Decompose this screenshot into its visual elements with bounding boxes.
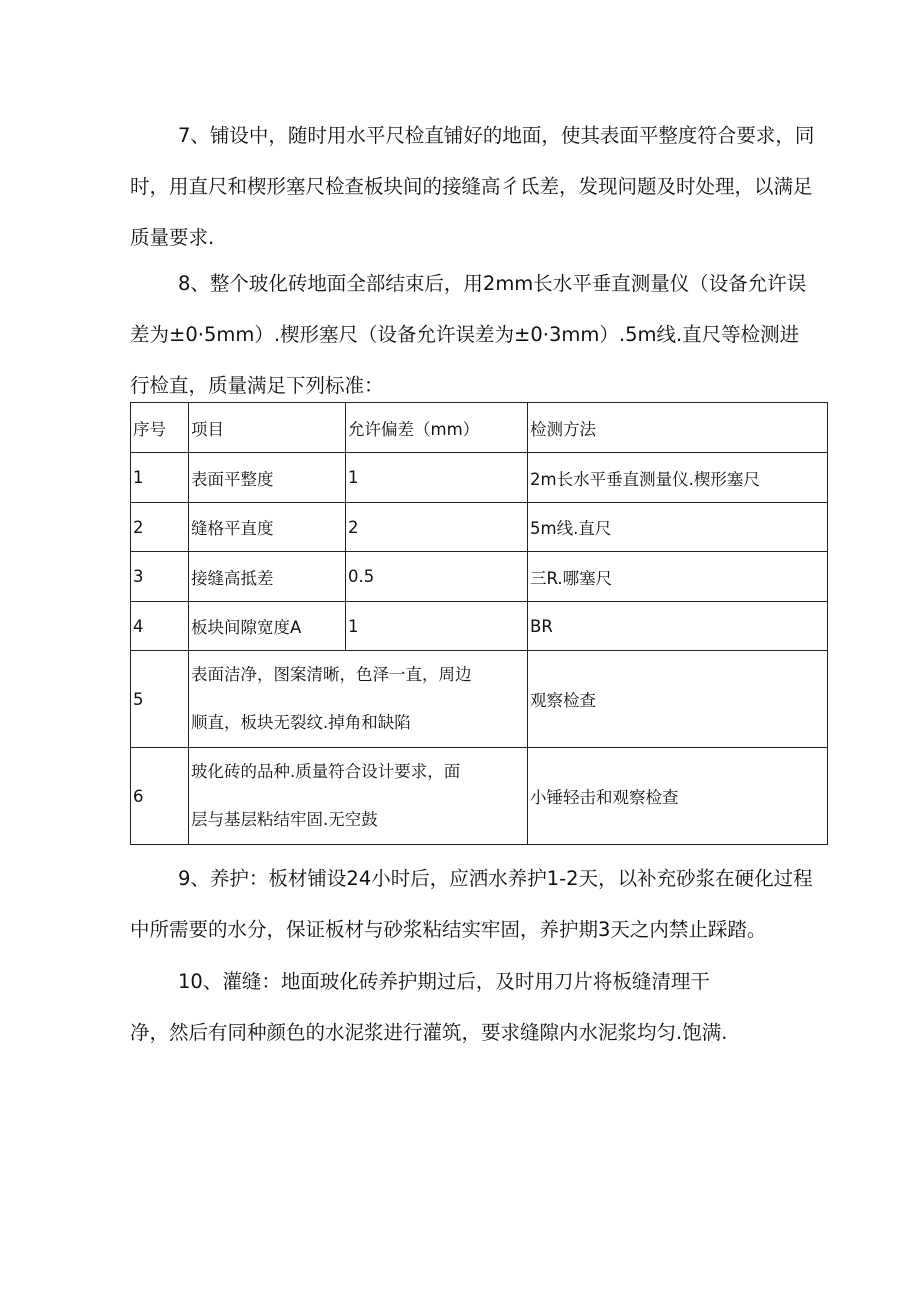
paragraph-line: 行检直，质量满足下列标准： [130,374,384,397]
paragraph-line: 9、养护：板材铺设24小时后，应洒水养护1-2天，以补充砂浆在硬化过程 [178,867,813,890]
table-row [131,748,828,845]
paragraph-line: 中所需要的水分，保证板材与砂浆粘结实牢固，养护期3天之内禁止踩踏。 [130,918,767,941]
cell-method: 小锤轻击和观察检查 [528,748,828,845]
paragraph-line: 时，用直尺和楔形塞尺检查板块间的接缝高彳氐差，发现问题及时处理，以满足 [130,175,813,198]
cell-no: 6 [131,748,189,845]
paragraph-8 [130,258,830,411]
cell-method: BR [528,602,828,651]
cell-item: 接缝高抵差 [189,552,346,602]
cell-item-line: 表面洁净，图案清晰，色泽一直，周边 [191,665,472,684]
header-cell-no: 序号 [131,403,189,453]
table-header-row [131,403,828,453]
header-cell-method: 检测方法 [528,403,828,453]
table-row [131,602,828,651]
cell-no: 1 [131,453,189,503]
cell-no: 2 [131,503,189,552]
table-row [131,453,828,503]
cell-item-line: 层与基层粘结牢固.无空鼓 [191,810,378,829]
cell-tolerance: 2 [346,503,528,552]
cell-item: 表面平整度 [189,453,346,503]
table-row [131,651,828,748]
cell-method: 2m长水平垂直测量仪.楔形塞尺 [528,453,828,503]
quality-standard-table [130,402,828,845]
paragraph-10 [130,956,830,1058]
cell-tolerance: 0.5 [346,552,528,602]
cell-tolerance: 1 [346,453,528,503]
header-cell-tolerance: 允许偏差（mm） [346,403,528,453]
cell-method: 5m线.直尺 [528,503,828,552]
paragraph-line: 8、整个玻化砖地面全部结束后，用2mm长水平垂直测量仪（设备允许误 [178,272,807,295]
cell-item: 板块间隙宽度A [189,602,346,651]
table-row [131,503,828,552]
paragraph-line: 7、铺设中，随时用水平尺检直铺好的地面，使其表面平整度符合要求，同 [178,124,815,147]
cell-no: 3 [131,552,189,602]
cell-tolerance: 1 [346,602,528,651]
cell-item-line: 玻化砖的品种.质量符合设计要求，面 [191,762,461,781]
paragraph-line: 10、灌缝：地面玻化砖养护期过后，及时用刀片将板缝清理干 [178,970,710,993]
cell-method: 观察检查 [528,651,828,748]
cell-no: 4 [131,602,189,651]
paragraph-9 [130,853,830,955]
cell-method: 三R.哪塞尺 [528,552,828,602]
cell-item-line: 顺直，板块无裂纹.掉角和缺陷 [191,713,411,732]
cell-item-merged [189,748,528,845]
table-row [131,552,828,602]
paragraph-7 [130,110,830,263]
cell-no: 5 [131,651,189,748]
cell-item: 缝格平直度 [189,503,346,552]
header-cell-item: 项目 [189,403,346,453]
paragraph-line: 质量要求. [130,226,215,249]
paragraph-line: 净，然后有同种颜色的水泥浆进行灌筑，要求缝隙内水泥浆均匀.饱满. [130,1021,728,1044]
paragraph-line: 差为±0·5mm）.楔形塞尺（设备允许误差为±0·3mm）.5m线.直尺等检测进 [130,323,800,346]
cell-item-merged [189,651,528,748]
